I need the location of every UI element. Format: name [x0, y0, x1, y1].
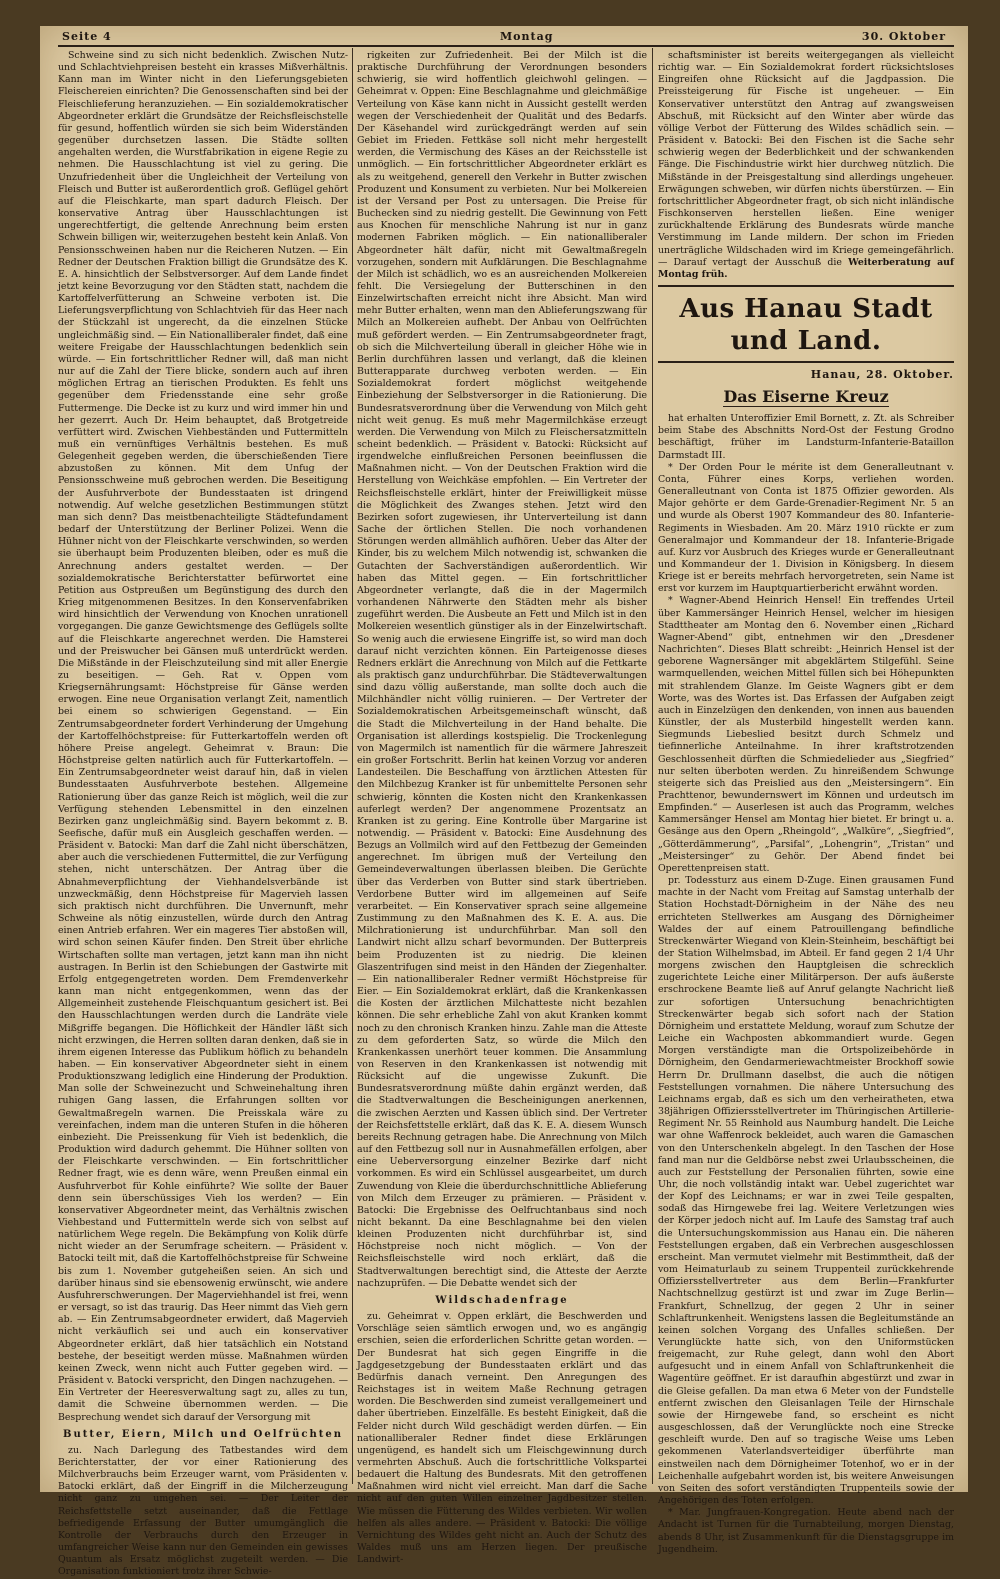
column-2 [357, 50, 647, 1566]
section-banner [658, 285, 954, 363]
page-header [62, 30, 946, 46]
paragraph: * Mar. Jungfrauen-Kongregation. Heute abend nach der Andacht ist Turnen für die Turnabteilung, morgen Dienstag, abends 8 Uhr, ist Zusammenkunft für die Dienstagsgruppe im Jugendheim. [658, 1507, 954, 1555]
paragraph: rigkeiten zur Zufriedenheit. Bei der Milch ist die praktische Durchführung der Verordnungen besonders schwierig, sie wird hoffentlich gleichwohl gelingen. — Geheimrat v. Oppen: Eine Beschlagnahme und gleichmäßige Verteilung von Käse kann nicht in Aussicht gestellt werden wegen der Verschiedenheit der Qualität und des Bedarfs. Der Käsehandel wird zurückgedrängt werden auf sein Gebiet im Frieden. Fettkäse soll nicht mehr hergestellt werden, die Vermischung des Käses an der Reichsstelle ist unmöglich. — Ein fortschrittlicher Abgeordneter erklärt es als zu weitgehend, generell den Verkehr in Butter zwischen Produzent und Konsument zu verbieten. Nur bei Molkereien ist der Versand per Post zu untersagen. Die Preise für Buchecken sind zu niedrig gestellt. Die Gewinnung von Fett aus Knochen für menschliche Nahrung ist nur in ganz modernen Fabriken möglich. — Ein nationalliberaler Abgeordneter hält dafür, nicht mit Gewaltmaßregeln vorzugehen, sondern mit Aufklärungen. Die Beschlagnahme der Milch ist schädlich, wo es an ausreichenden Molkereien fehlt. Die Versiegelung der Butterschinen in den Einzelwirtschaften erreicht nicht ihre Absicht. Man wird mehr Butter erhalten, wenn man den Ablieferungszwang für Milch an Molkereien aufhebt. Der Anbau von Oelfrüchten muß gefördert werden. — Ein Zentrumsabgeordneter fragt, ob sich die Milchverteilung überall in gleicher Höhe wie in Berlin durchführen lassen und verlangt, daß die kleinen Butterapparate durchweg verboten werden. — Ein Sozialdemokrat fordert möglichst weitgehende Einbeziehung der Selbstversorger in die Rationierung. Die Bundesratsverordnung über die Verwendung von Milch geht nicht weit genug. Es muß mehr Magermilchkäse erzeugt werden. Die Verwendung von Milch zu Fleischersatzmitteln scheint bedenklich. — Präsident v. Batocki: Rücksicht auf irgendwelche einflußreichen Personen beeinflussen die Maßnahmen nicht. — Von der Deutschen Fraktion wird die Herstellung von Weichkäse empfohlen. — Ein Vertreter der Reichsfleischstelle erklärt, hinter der Freiwilligkeit müsse die Möglichkeit des Zwanges stehen. Jetzt wird den Bezirken sofort zugewiesen, ihr Unterverteilung ist dann Sache der örtlichen Stellen. Die noch vorhandenen Störungen werden allmählich aufhören. Ueber das Alter der Kinder, bis zu welchem Milch notwendig ist, schwanken die Gutachten der Sachverständigen außerordentlich. Wir haben das Mittel gegen. — Ein fortschrittlicher Abgeordneter verlangte, daß die in der Magermilch vorhandenen Nährwerte den Städten mehr als bisher zugeführt werden. Die Ausbeute an Fett und Milch ist in den Molkereien wesentlich günstiger als in der Einzelwirtschaft. So wenig auch die erwiesene Eingriffe ist, so wird man doch darauf nicht verzichten können. Ein Parteigenosse dieses Redners erklärt die Anrechnung von Milch auf die Fettkarte als praktisch ganz undurchführbar. Die Städteverwaltungen sind dazu völlig außerstande, man sollte doch auch die Milchhändler nicht völlig ruinieren. — Der Vertreter der Sozialdemokratischen Arbeitsgemeinschaft wünscht, daß die Stadt die Milchverteilung in der Hand behalte. Die Organisation ist allerdings kostspielig. Die Trockenlegung von Magermilch ist namentlich für die wärmere Jahreszeit ein großer Fortschritt. Berlin hat keinen Vorzug vor anderen Landesteilen. Die Beschaffung von ärztlichen Attesten für den Milchbezug Kranker ist für unbemittelte Personen sehr schwierig, könnten die Kosten nicht den Krankenkassen auferlegt werden? Der angenommene Prozentsatz an Kranken ist zu gering. Eine Kontrolle über Margarine ist notwendig. — Präsident v. Batocki: Eine Ausdehnung des Bezugs an Vollmilch wird auf den Fettbezug der Gemeinden angerechnet. Im übrigen muß der Verteilung den Gemeindeverwaltungen überlassen bleiben. Die Gerüchte über das Verderben von Butter sind stark übertrieben. Verdorbene Butter wird im allgemeinen auf Seife verarbeitet. — Ein Konservativer sprach seine allgemeine Zustimmung zu den Maßnahmen des K. E. A. aus. Die Milchrationierung ist undurchführbar. Man soll den Landwirt nicht allzu scharf bevormunden. Der Butterpreis beim Produzenten ist zu niedrig. Die kleinen Glaszentrifugen sind meist in den Händen der Ziegenhalter. — Ein nationalliberaler Redner vermißt Höchstpreise für Eier. — Ein Sozialdemokrat erklärt, daß die Krankenkassen die Kosten der ärztlichen Milchatteste nicht bezahlen können. Die sehr erhebliche Zahl von akut Kranken kommt noch zu den chronisch Kranken hinzu. Zahle man die Atteste zu dem geforderten Satz, so würde die Milch den Krankenkassen unerhört teuer kommen. Die Ansammlung von Reserven in den Krankenkassen ist notwendig mit Rücksicht auf die ungewisse Zukunft. Die Bundesratsverordnung müßte dahin ergänzt werden, daß die Stadtverwaltungen die Bescheinigungen anerkennen, die zwischen Aerzten und Kassen üblich sind. Der Vertreter der Reichsfettstelle erklärt, daß das K. E. A. diesem Wunsch bereits Rechnung getragen habe. Die Anrechnung von Milch auf den Fettbezug soll nur in Ausnahmefällen erfolgen, aber eine Ueberversorgung einzelner Bezirke darf nicht vorkommen. Es wird ein Schlüssel ausgearbeitet, um durch Zuwendung von Kleie die überdurchschnittliche Ablieferung von Milch dem Erzeuger zu prämieren. — Präsident v. Batocki: Die Ergebnisse des Oelfruchtanbaus sind noch nicht bekannt. Da eine Beschlagnahme bei den vielen kleinen Produzenten nicht durchführbar ist, sind Höchstpreise noch nicht möglich. — Von der Reichsfleischstelle wird noch erklärt, daß die Stadtverwaltungen berechtigt sind, die Atteste der Aerzte nachzuprüfen. — Die Debatte wendet sich der [357, 50, 647, 1289]
paragraph: zu. Geheimrat v. Oppen erklärt, die Beschwerden und Vorschläge seien sämtlich erwogen und, wo es angängig erschien, seien die erforderlichen Schritte getan worden. — Der Bundesrat hat sich gegen Eingriffe in die Jagdgesetzgebung der Bundesstaaten erklärt und das Bedürfnis danach verneint. Den Anregungen des Reichstages ist in weitem Maße Rechnung getragen worden. Die Beschwerden sind zumeist verallgemeinert und daher übertrieben. Einzelfälle. Es besteht Einigkeit, daß die Felder nicht durch Wild geschädigt werden dürfen. — Ein nationalliberaler Redner findet diese Erklärungen ungenügend, es handelt sich um Fleischgewinnung durch vermehrten Abschuß. Auch die fortschrittliche Volkspartei bedauert die Haltung des Bundesrats. Mit den getroffenen Maßnahmen wird nicht viel erreicht. Man darf die Sache nicht auf den guten Willen einzelner Jagdbesitzer stellen. Wie müssen die Fütterung des Wildes verbieten. Wir wollen helfen als alles andere. — Präsident v. Batocki: Die völlige Vernichtung des Wildes geht nicht an. Auch der Schutz des Waldes muß uns am Herzen liegen. Der preußische Landwirt- [357, 1311, 647, 1566]
intro-text: schaftsminister ist bereits weitergegangen als vielleicht richtig war. — Ein Sozialdemokrat fordert rücksichtsloses Eingreifen ohne Rücksicht auf die Jagdpassion. Die Preissteigerung für Fische ist ungeheuer. — Ein Konservativer unterstützt den Antrag auf zwangsweisen Abschuß, mit Rücksicht auf den Winter aber würde das völlige Verbot der Fütterung des Wildes schädlich sein. — Präsident v. Batocki: Bei den Fischen ist die Sache sehr schwierig wegen der Bederblichkeit und der schwankenden Fänge. Die Fischindustrie wirkt hier durchweg nützlich. Die Mißstände in der Preisgestaltung sind allerdings ungeheuer. Erwägungen schweben, wir dürfen nichts überstürzen. — Ein fortschrittlicher Abgeordneter fragt, ob sich nicht inländische Fischkonserven herstellen ließen. Eine weniger zurückhaltende Erklärung des Bundesrats würde manche Verstimmung im Lande mildern. Der schon im Frieden unerträgliche Wildschaden wird im Kriege gemeingefährlich. — Darauf vertagt der Ausschuß die [658, 50, 954, 268]
header-rule [58, 45, 954, 47]
intro-bold-text: Weiterberatung auf Montag früh. [658, 256, 955, 280]
section-title: Aus Hanau Stadt und Land. [679, 293, 933, 356]
paragraph: * Wagner-Abend Heinrich Hensel! Ein treffendes Urteil über Kammersänger Heinrich Hensel, welcher im hiesigen Stadttheater am Montag den 6. November einen „Richard Wagner-Abend“ gibt, entnehmen wir den „Dresdener Nachrichten“. Dieses Blatt schreibt: „Heinrich Hensel ist der geborene Wagnersänger mit abgeklärtem Stilgefühl. Seine warmquellenden, weichen Mittel füllen sich bei Höhepunkten mit strahlendem Glanze. Im Geiste Wagners gibt er dem Worte, was des Wortes ist. Das Erfassen der Aufgaben zeigt auch in Einzelzügen den denkenden, von innen aus bauenden Künstler, der als Musterbild hingestellt werden kann. Siegmunds Liebeslied besitzt durch Schmelz und tiefinnerliche Anteilnahme. In ihrer kraftstrotzenden Geschlossenheit dürften die Schmiedelieder aus „Siegfried“ nur selten überboten werden. Zu hinreißendem Schwunge steigerte sich das Preislied aus den „Meistersingern“. Ein Prachttenor, bewundernswert im Können und urdeutsch im Empfinden.“ — Auserlesen ist auch das Programm, welches Kammersänger Hensel am Montag hier bietet. Er bringt u. a. Gesänge aus den Opern „Rheingold“, „Walküre“, „Siegfried“, „Götterdämmerung“, „Parsifal“, „Lohengrin“, „Tristan“ und „Meistersinger“ zu Gehör. Der Abend findet bei Operettenpreisen statt. [658, 595, 954, 874]
subheading: Wildschadenfrage [435, 1294, 569, 1306]
column-3 [658, 50, 955, 1555]
paragraph: zu. Nach Darlegung des Tatbestandes wird dem Berichterstatter, der vor einer Rationierung des Milchverbrauchs beim Erzeuger warnt, vom Präsidenten v. Batocki erklärt, daß der Eingriff in die Milcherzeugung nicht ganz zu umgehen sei. — Der Leiter der Reichsfettstelle setzt auseinander, daß die Fettlage befriedigende Erfassung der Butter umumgänglich die Kontrolle der Verbrauchs durch den Erzeuger in umfangreicher Weise kann nur den Gemeinden ein gewisses Quantum als Ersatz möglichst zugeteilt werden. — Die Organisation funktioniert trotz ihrer Schwie- [58, 1444, 348, 1578]
paragraph [658, 50, 954, 281]
paragraph: * Der Orden Pour le mérite ist dem Generalleutnant v. Conta, Führer eines Korps, verliehen worden. Generalleutnant von Conta ist 1875 Offizier geworden. Als Major gehörte er dem Garde-Grenadier-Regiment Nr. 5 an und wurde als Oberst 1907 Kommandeur des 80. Infanterie-Regiments in Wiesbaden. Am 20. März 1910 rückte er zum Generalmajor und Kommandeur der 18. Infanterie-Brigade auf. Kurz vor Ausbruch des Krieges wurde er Generalleutnant und Kommandeur der 1. Division in Königsberg. In diesem Kriege ist er bereits mehrfach hervorgetreten, sein Name ist erst vor kurzem im Hauptquartierbericht erwähnt worden. [658, 461, 954, 595]
weekday: Montag [500, 30, 554, 43]
newspaper-page [40, 26, 968, 1578]
issue-date: 30. Oktober [861, 30, 946, 43]
column-1 [58, 50, 348, 1578]
article-title [658, 387, 954, 407]
paragraph: hat erhalten Unteroffizier Emil Bornett, z. Zt. als Schreiber beim Stabe des Abschnitts Nord-Ost der Festung Grodno beschäftigt, früher im Landsturm-Infanterie-Bataillon Darmstadt III. [658, 413, 954, 461]
page-number: Seite 4 [62, 30, 112, 43]
subheading: Butter, Eiern, Milch und Oelfrüchten [63, 1428, 343, 1440]
paragraph: Schweine sind zu sich nicht bedenklich. Zwischen Nutz- und Schlachtviehpreisen besteht ein krasses Mißverhältnis. Kann man im Winter nicht in den Lieferungsgebieten Fleischereien einrichten? Die Genossenschaften sind bei der Fleischlieferung heranzuziehen. — Ein sozialdemokratischer Abgeordneter erklärt die Grundsätze der Reichsfleischstelle für gesund, hoffentlich würden sie sich beim Widerständen gegenüber durchsetzen lassen. Die Städte sollten angehalten werden, die Wurstfabrikation in eigene Regie zu nehmen. Die Hausschlachtung ist viel zu gering. Die Unzufriedenheit über die Ungleichheit der Verteilung von Fleisch und Butter ist außerordentlich groß. Geflügel gehört auf die Fleischkarte, man spart dadurch Fleisch. Der konservative Antrag über Hausschlachtungen ist ungerechtfertigt, die geltende Anrechnung beim ersten Schwein billigen wir, weiterzugehen besteht kein Anlaß. Von Pensionsschweinen haben nur die Reicheren Nutzen. — Ein Redner der Deutschen Fraktion billigt die Grundsätze des K. E. A. hinsichtlich der Selbstversorger. Auf dem Lande findet jetzt keine Bevorzugung vor den Städten statt, nachdem die Kartoffelverfütterung an Schweine verboten ist. Die Lieferungsverpflichtung von Schlachtvieh für das Heer nach der Stückzahl ist ungerecht, da die einzelnen Stücke ungleichmäßig sind. — Ein Nationalliberaler findet, daß eine weitere Freigabe der Hausschlachtungen bedenklich sein würde. — Ein fortschrittlicher Redner will, daß man nicht nur auf die Zahl der Tiere blicke, sondern auch auf ihren möglichen Ertrag an tierischen Produkten. Es fehlt uns gegenüber dem Friedensstande eine sehr große Futtermenge. Die Decke ist zu kurz und wird immer hin und her gezerrt. Auch Dr. Heim behauptet, daß Brotgetreide verfüttert wird. Zwischen Viehbeständen und Futtermitteln muß ein vernünftiges Verhältnis bestehen. Es muß Gelegenheit gegeben werden, die überschießenden Tiere abzustoßen zu können. Mit dem Unfug der Pensionsschweine muß gebrochen werden. Die Beseitigung der Ausfuhrverbote der Bundesstaaten ist dringend notwendig. Auf welche gesetzlichen Bestimmungen stützt man sich denn? Das meistbenachteiligte Städtefundament bedarf der Unterstützung der Berliner Polizei. Wenn die Hühner nicht von der Fleischkarte verschwinden, so werden sie überhaupt beim Produzenten bleiben, oder es muß die Anrechnung anders gestaltet werden. — Der sozialdemokratische Berichterstatter befürwortet eine Petition aus Ostpreußen um Begünstigung des durch den Krieg mitgenommenen Besitzes. In den Konservenfabriken wird hinsichtlich der Verwendung von Knochen unrationell vorgegangen. Die ganze Gewichtsmenge des Geflügels sollte auf die Fleischkarte angerechnet werden. Die Hamsterei und der Preiswucher bei Gänsen muß unterdrückt werden. Die Mißstände in der Fleischzuteilung sind mit aller Energie zu beseitigen. — Geh. Rat v. Oppen vom Kriegsernährungsamt: Höchstpreise für Gänse werden erwogen. Eine neue Organisation verlangt Zeit, namentlich bei einem so schwierigen Gegenstand. — Ein Zentrumsabgeordneter fordert Verhinderung der Umgehung der Kartoffelhöchstpreise: für Futterkartoffeln werden oft höhere Preise angelegt. Geheimrat v. Braun: Die Höchstpreise gelten natürlich auch für Futterkartoffeln. — Ein Zentrumsabgeordneter weist darauf hin, daß in vielen Bundesstaaten Ausfuhrverbote bestehen. Allgemeine Rationierung über das ganze Reich ist möglich, weil die zur Verfügung stehenden Lebensmittel in den einzelnen Bezirken ganz ungleichmäßig sind. Bayern bekommt z. B. Seefische, dafür muß ein Ausgleich geschaffen werden. — Präsident v. Batocki: Man darf die Zahl nicht überschätzen, aber auch die verschiedenen Futtermittel, die zur Verfügung stehen, nicht unterschätzen. Der Antrag über die Abnahmeverpflichtung der Viehhandelsverbände ist unzweckmäßig, denn Höchstpreise für Magervieh lassen sich praktisch nicht durchführen. Die Unvernunft, mehr Schweine als nötig einzustellen, würde durch den Antrag einen Antrieb erfahren. Wer ein mageres Tier abstoßen will, wird schon seinen Käufer finden. Den Streit über ehrliche Wirtschaften sollte man vertagen, jetzt kann man ihn nicht austragen. In Berlin ist den Schiebungen der Gastwirte mit Erfolg entgegengetreten worden. Dem Fremdenverkehr kann man nicht entgegenkommen, wenn das der Allgemeinheit zustehende Fleischquantum gesichert ist. Bei den Hausschlachtungen werden durch die Landräte viele Mißgriffe begangen. Die Höflichkeit der Händler läßt sich nicht erzwingen, die Herren sollten daran denken, daß sie in ihrem eigenen Interesse das Publikum höflich zu behandeln haben. — Ein konservativer Abgeordneter sieht in einem Produktionszwang lediglich eine Hinderung der Produktion. Man solle der Schweinezucht und Schweinehaltung ihren ruhigen Gang lassen, die Erfahrungen sollten vor Gewaltmaßregeln warnen. Die Preisskala wäre zu vereinfachen, indem man die unteren Stufen in die höheren einbezieht. Die Preissenkung für Vieh ist bedenklich, die Produktion wird dadurch gehemmt. Die Hühner sollten von der Fleischkarte verschwinden. — Ein fortschrittlicher Redner fragt, wie es denn wäre, wenn Preußen einmal ein Ausfuhrverbot für Kohle einführte? Wie sollte der Bauer denn sein überschüssiges Vieh los werden? — Ein konservativer Abgeordneter meint, das Verhältnis zwischen Viehbestand und Futtermitteln werde sich von selbst auf natürlichem Wege regeln. Die Bekämpfung von Kolik dürfe nicht wieder an der Serumfrage scheitern. — Präsident v. Batocki teilt mit, daß die Kartoffelhöchstpreise für Schweine bis zum 1. November gutgeheißen seien. An sich und darüber hinaus sind sie ebensowenig erwünscht, wie andere Ausfuhrerschwerungen. Der Magerviehhandel ist frei, wenn er versagt, so ist das traurig. Das Heer nimmt das Vieh gern ab. — Ein Zentrumsabgeordneter erwidert, daß Magervieh nicht verkäuflich sei und auch ein konservativer Abgeordneter erklärt, daß hier tatsächlich ein Notstand bestehe, der beseitigt werden müsse. Maßnahmen würden keinen Zweck, wenn nicht auch Futter gegeben wird. — Präsident v. Batocki verspricht, den Dingen nachzugehen. — Ein Vertreter der Heeresverwaltung sagt zu, alles zu tun, damit die Schweine übernommen werden. — Die Besprechung wendet sich darauf der Versorgung mit [58, 50, 348, 1423]
dateline: Hanau, 28. Oktober. [810, 367, 954, 381]
paragraph: pr. Todessturz aus einem D-Zuge. Einen grausamen Fund machte in der Nacht vom Freitag auf Samstag unterhalb der Station Hochstadt-Dörnigheim in der Nähe des neu errichteten Stellwerkes am Ausgang des Dörnigheimer Waldes der auf einem Patrouillengang befindliche Streckenwärter Wiegand von Klein-Steinheim, beschäftigt bei der Station Wilhelmsbad, im Abteil. Er fand gegen 2 1/4 Uhr morgens zwischen den Hauptgleisen die schrecklich zugerichtete Leiche einer Militärperson. Der aufs äußerste erschrockene Beamte ließ auf Anruf gelangte Nachricht ließ zur sofortigen Untersuchung benachrichtigten Streckenwärter begab sich sofort nach der Station Dörnigheim und erstattete Meldung, worauf zum Schutze der Leiche ein Wachposten abkommandiert wurde. Gegen Morgen verständigte man die Ortspolizeibehörde in Dörnigheim, den Gendarmeriewachtmeister Brockhoff sowie Herrn Dr. Drullmann daselbst, die auch die nötigen Feststellungen vornahmen. Die nähere Untersuchung des Leichnams ergab, daß es sich um den verheiratheten, etwa 38jährigen Offiziersstellvertreter im Thüringischen Artillerie-Regiment Nr. 55 Reinhold aus Naumburg handelt. Die Leiche war ohne Waffenrock bekleidet, auch waren die Gamaschen von den Unterschenkeln abgelegt. In den Taschen der Hose fand man nur die Geldbörse nebst zwei Urlaubsscheinen, die auch zur Feststellung der Personalien führten, sowie eine Uhr, die noch vollständig intakt war. Uebel zugerichtet war der Kopf des Leichnams; er war in zwei Teile gespalten, sodaß das Hirngewebe frei lag. Weitere Verletzungen wies der Körper jedoch nicht auf. Im Laufe des Samstag traf auch die Untersuchungskommission aus Hanau ein. Die näheren Feststellungen ergaben, daß ein Verbrechen ausgeschlossen erscheint. Man vermutet vielmehr mit Bestimmtheit, daß der vom Heimaturlaub zu seinem Truppenteil zurückkehrende Offiziersstellvertreter aus dem Berlin—Frankfurter Nachtschnellzug gestürzt ist und zwar im Zuge Berlin—Frankfurt, Schnellzug, der gegen 2 Uhr in seiner Schlaftrunkenheit. Wenigstens lassen die Begleitumstände an keinen solchen Vorgang des Unfalles schließen. Der Verunglückte hatte sich, von den Uniformstücken freigemacht, zur Ruhe gelegt, dann wohl den Abort aufgesucht und in einem Anfall von Schlaftrunkenheit die Wagentüre geöffnet. Er ist daraufhin abgestürzt und zwar in die Gleise gefallen. Da man etwa 6 Meter von der Fundstelle entfernt zwischen den Gleisanlagen Teile der Hirnschale sowie der Hirngewebe fand, so erscheint es nicht ausgeschlossen, daß der Verunglückte noch eine Strecke geschleift wurde. Den auf so tragische Weise ums Leben gekommenen Vaterlandsverteidiger überführte man einstweilen nach dem Dörnigheimer Totenhof, wo er in der Leichenhalle aufgebahrt worden ist, bis weitere Anweisungen von Seiten des sofort verständigten Truppenteils sowie der Angehörigen des Toten erfolgen. [658, 875, 954, 1507]
column-divider [352, 48, 353, 1484]
article-title-text: Das Eiserne Kreuz [723, 387, 889, 407]
column-divider [652, 48, 653, 1484]
